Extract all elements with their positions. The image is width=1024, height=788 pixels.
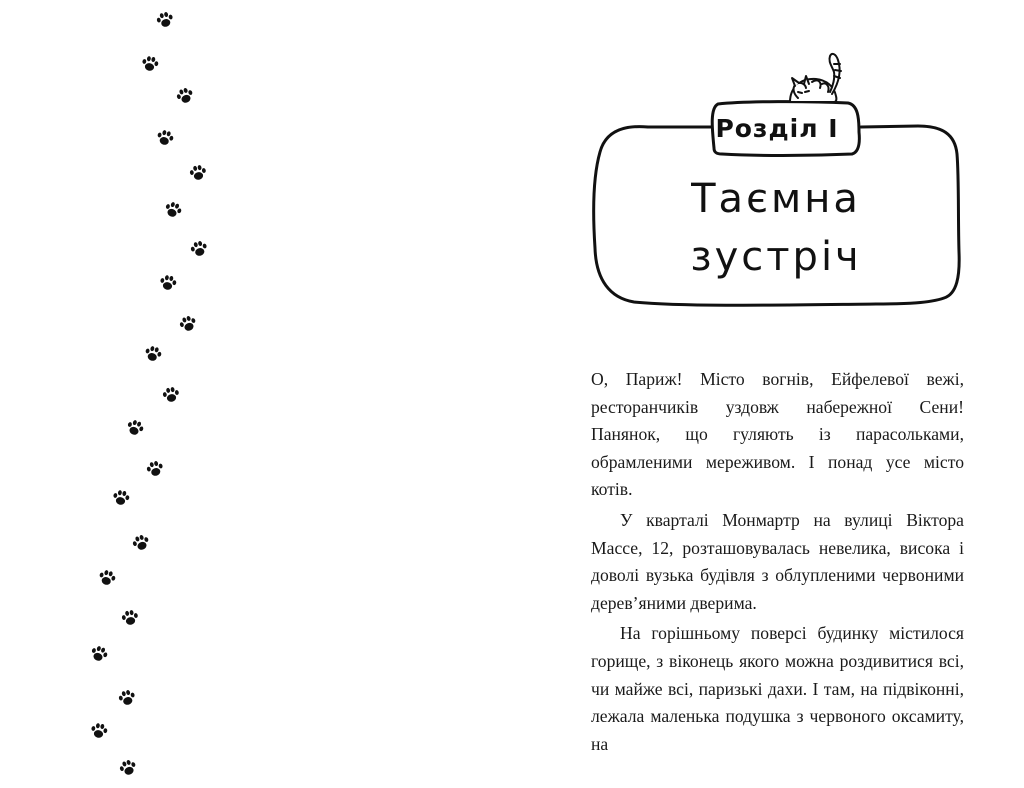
sleeping-cat-icon [790, 54, 841, 102]
paw-print-icon [118, 606, 141, 629]
paw-print-icon [115, 755, 141, 781]
paw-print-icon [143, 457, 167, 481]
chapter-label: Розділ I [715, 114, 839, 143]
paw-print-icon [109, 486, 132, 509]
paw-print-icon [175, 311, 201, 337]
paw-print-icon [187, 237, 211, 261]
paragraph-1: О, Париж! Місто вогнів, Ейфелевої вежі, ресторанчиків уздовж набережної Сени! Панянок, що гуляють із парасольками, обрамленими мереживом. І понад усе місто котів. [591, 369, 964, 500]
paw-print-icon [95, 566, 119, 590]
paw-print-icon [153, 126, 177, 150]
paw-print-icon [153, 8, 177, 32]
paw-print-icon [122, 415, 148, 441]
body-text [591, 366, 964, 758]
paw-print-icon [160, 197, 186, 223]
paw-print-icon [156, 271, 179, 294]
paw-print-icon [186, 161, 209, 184]
paw-print-icon [128, 530, 154, 556]
paragraph-3: На горішньому поверсі будинку містилося горище, з віконець якого можна роздивитися всі, чи майже всі, паризькі дахи. І там, на підвіконні, лежала маленька подушка з червоного оксамиту, на [591, 623, 964, 754]
chapter-frame [586, 48, 966, 313]
paw-print-icon [87, 719, 110, 742]
chapter-title-line2: зустріч [690, 234, 862, 280]
paragraph-2: У кварталі Монмартр на вулиці Віктора Массе, 12, розташовувалась невелика, висока і доволі вузька будівля з облупленими червоними дерев’яними дверима. [591, 509, 964, 613]
chapter-title-line1: Таємна [691, 176, 861, 222]
paw-print-icon [138, 52, 161, 75]
paw-print-icon [86, 641, 112, 667]
paw-print-icon [159, 383, 182, 406]
right-page [512, 0, 1024, 788]
paw-print-icon [141, 342, 165, 366]
chapter-title [626, 170, 926, 286]
paw-print-icon [172, 83, 198, 109]
paw-print-icon [115, 686, 139, 710]
